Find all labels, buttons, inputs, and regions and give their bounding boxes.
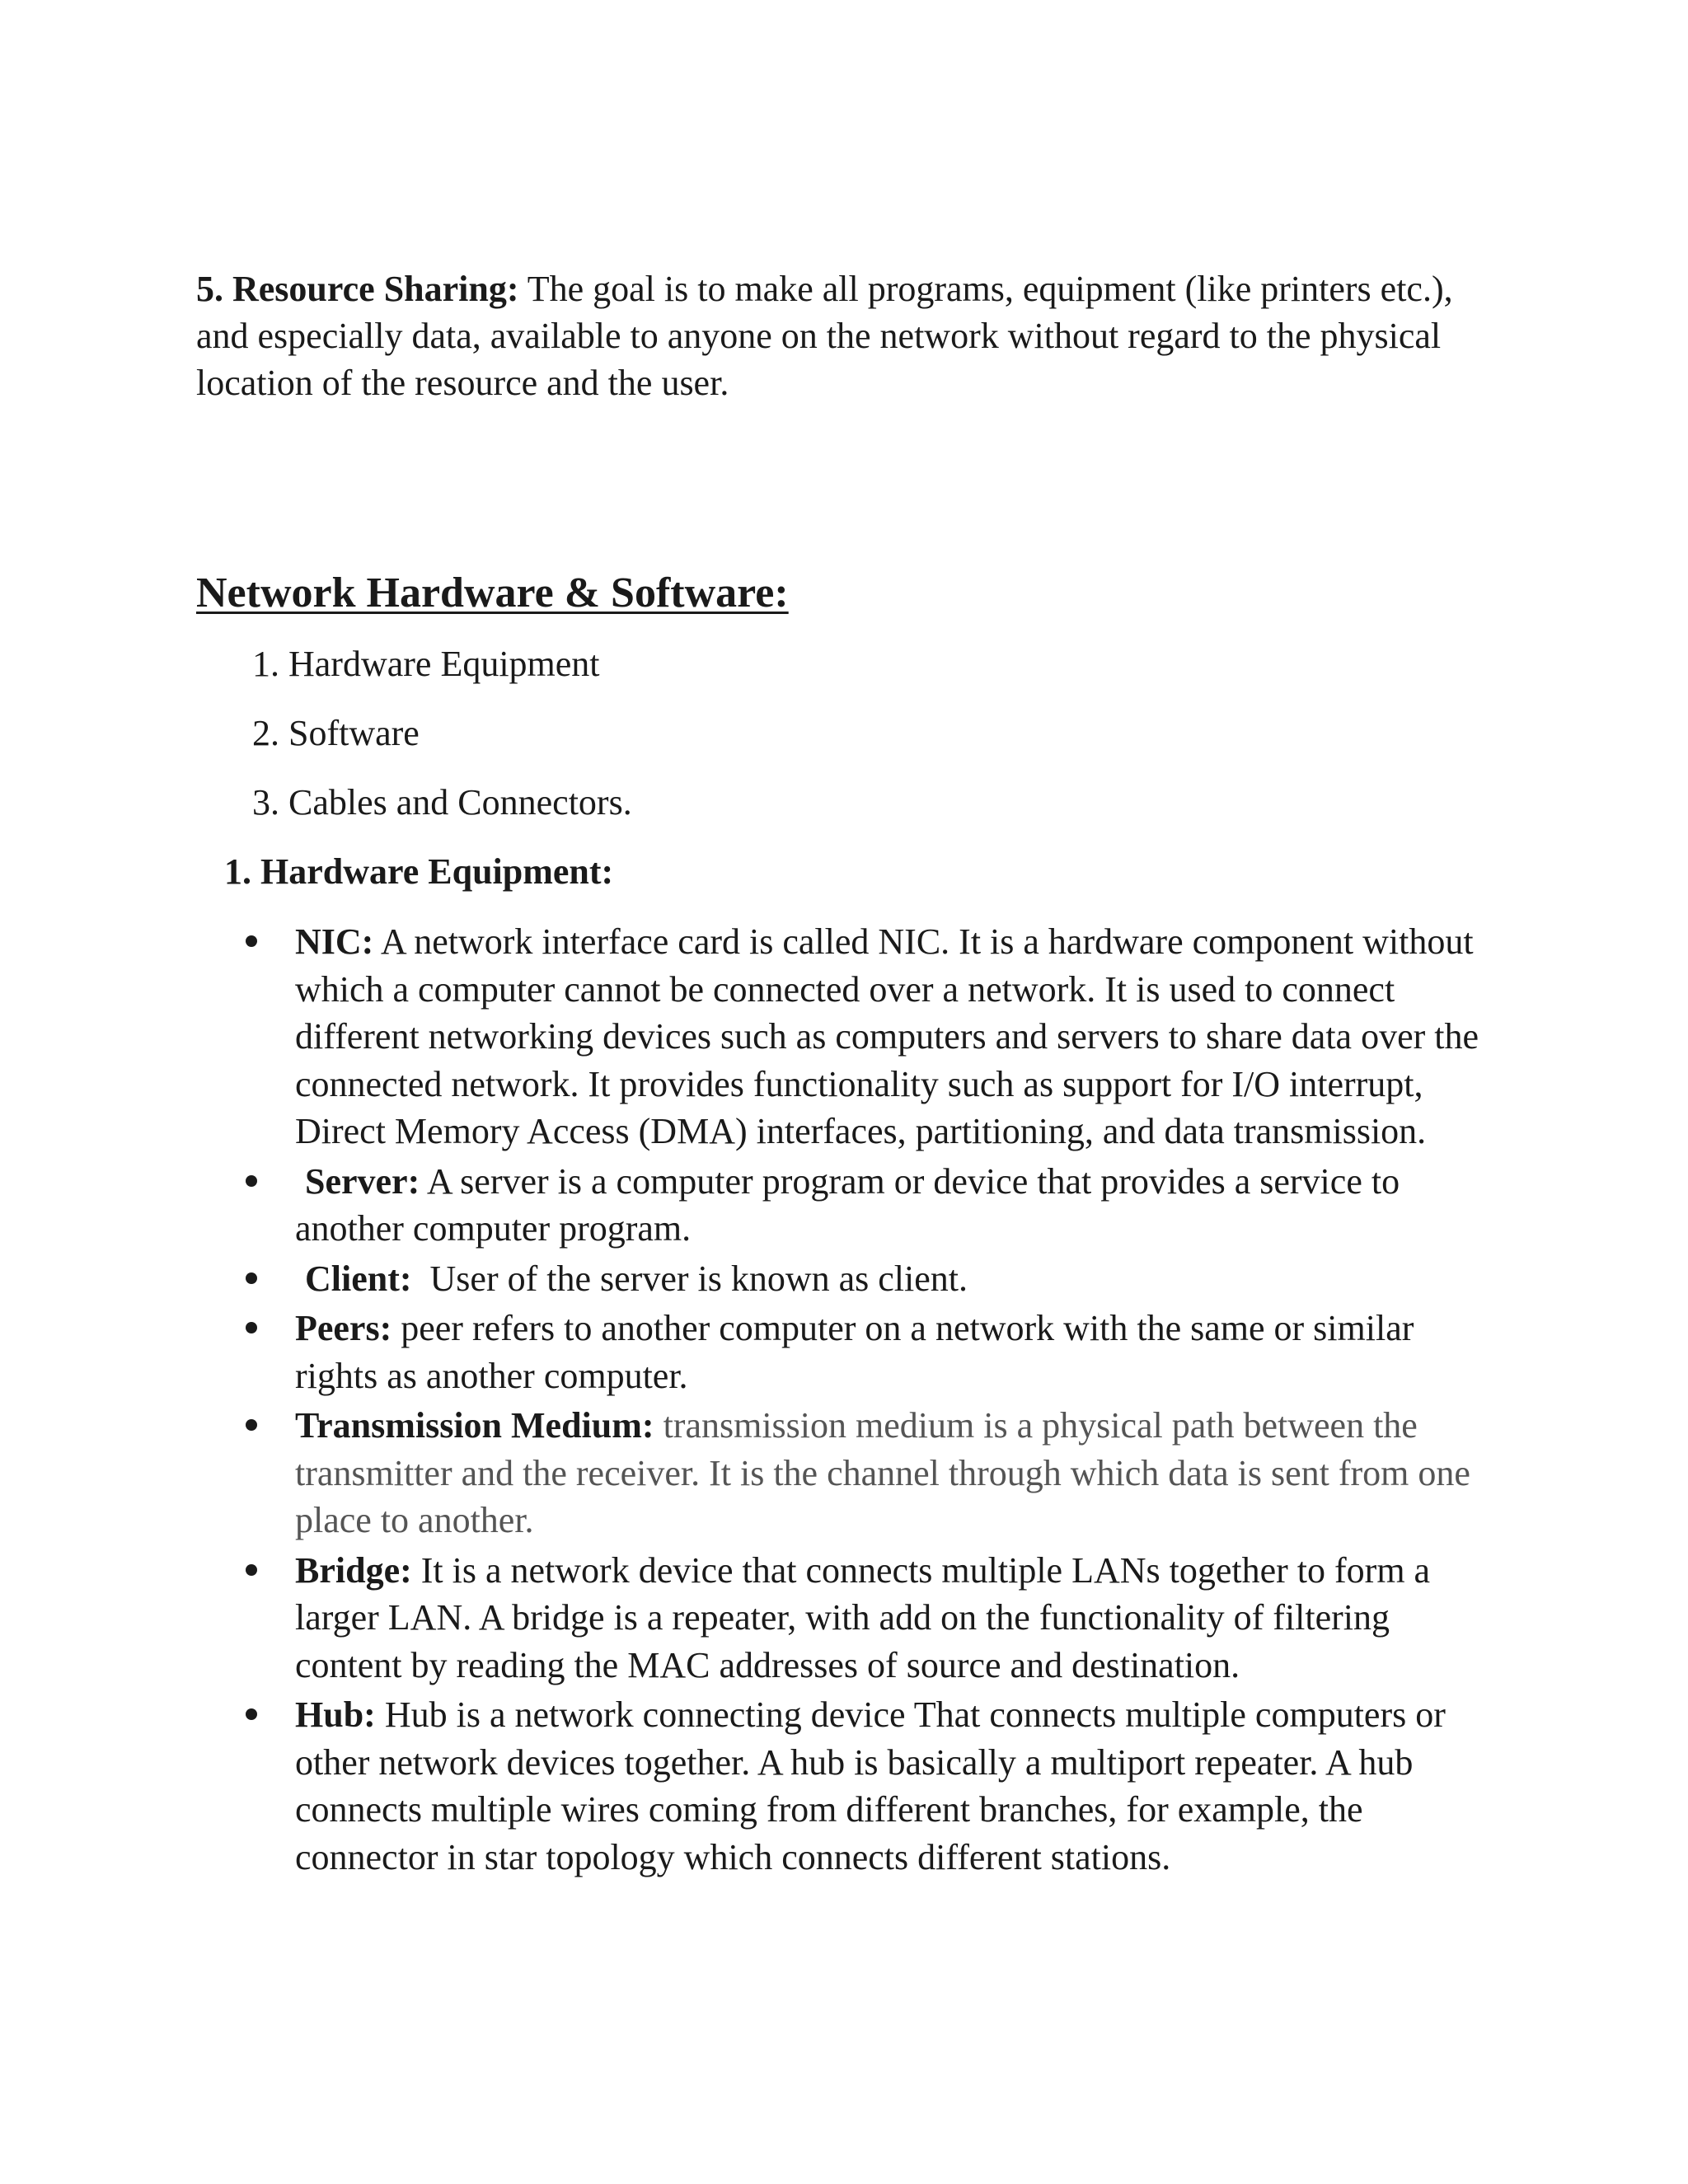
bullet-icon bbox=[246, 1175, 257, 1187]
bullet-peers bbox=[239, 1305, 1492, 1399]
section-item-hardware: 1. Hardware Equipment bbox=[252, 644, 600, 684]
section-item-cables: 3. Cables and Connectors. bbox=[252, 782, 632, 823]
bullet-icon bbox=[246, 1272, 257, 1284]
bullet-transmission-medium bbox=[239, 1402, 1492, 1544]
bullet-client bbox=[239, 1255, 1492, 1303]
bullet-hub bbox=[239, 1691, 1492, 1881]
bullet-icon bbox=[246, 935, 257, 947]
bullet-text: It is a network device that connects multiple LANs together to form a larger LAN. A bridge is a repeater, with add on the functionality of filtering content by reading the MAC addresses of source and destination. bbox=[295, 1549, 1431, 1685]
bullet-text: Hub is a network connecting device That connects multiple computers or other network devices together. A hub is basically a multiport repeater. A hub connects multiple wires coming from different branches, for example, the connector in star topology which connects different stations. bbox=[295, 1694, 1446, 1877]
bullet-text: A network interface card is called NIC. It is a hardware component without which a computer cannot be connected over a network. It is used to connect different networking devices such as computers and servers to share data over the connected network. It provides functionality such as support for I/O interrupt, Direct Memory Access (DMA) interfaces, partitioning, and data transmission. bbox=[295, 921, 1479, 1151]
bullet-icon bbox=[246, 1708, 257, 1720]
bullet-text: peer refers to another computer on a network with the same or similar rights as another computer. bbox=[295, 1308, 1414, 1396]
bullet-text: transmission medium is a physical path between the transmitter and the receiver. It is the channel through which data is sent from one place to another. bbox=[295, 1405, 1470, 1540]
section-item-software: 2. Software bbox=[252, 713, 420, 753]
bullet-term: Peers: bbox=[295, 1308, 392, 1348]
bullet-term: NIC: bbox=[295, 921, 374, 962]
section-heading: Network Hardware & Software: bbox=[196, 569, 789, 616]
bullet-term: Bridge: bbox=[295, 1549, 412, 1591]
bullet-term: Hub: bbox=[295, 1694, 376, 1735]
bullet-icon bbox=[246, 1564, 257, 1576]
bullet-icon bbox=[246, 1419, 257, 1431]
bullet-bridge bbox=[239, 1547, 1492, 1690]
bullet-term: Client: bbox=[305, 1258, 412, 1299]
bullet-nic bbox=[239, 918, 1492, 1155]
resource-sharing-paragraph bbox=[196, 265, 1482, 406]
bullet-term: Transmission Medium: bbox=[295, 1405, 654, 1446]
hardware-bullet-list bbox=[239, 918, 1492, 1883]
resource-sharing-text: The goal is to make all programs, equipment (like printers etc.), and especially data, available to anyone on the network without regard to the physical location of the resource and the user. bbox=[196, 269, 1453, 403]
bullet-text: A server is a computer program or device that provides a service to another computer program. bbox=[295, 1160, 1400, 1249]
bullet-server bbox=[239, 1158, 1492, 1253]
bullet-text: User of the server is known as client. bbox=[411, 1258, 968, 1299]
section-item-list bbox=[252, 641, 632, 849]
bullet-icon bbox=[246, 1322, 257, 1333]
bullet-term: Server: bbox=[305, 1160, 420, 1202]
hardware-subheading: 1. Hardware Equipment: bbox=[224, 851, 614, 892]
resource-sharing-label: 5. Resource Sharing: bbox=[196, 269, 519, 309]
